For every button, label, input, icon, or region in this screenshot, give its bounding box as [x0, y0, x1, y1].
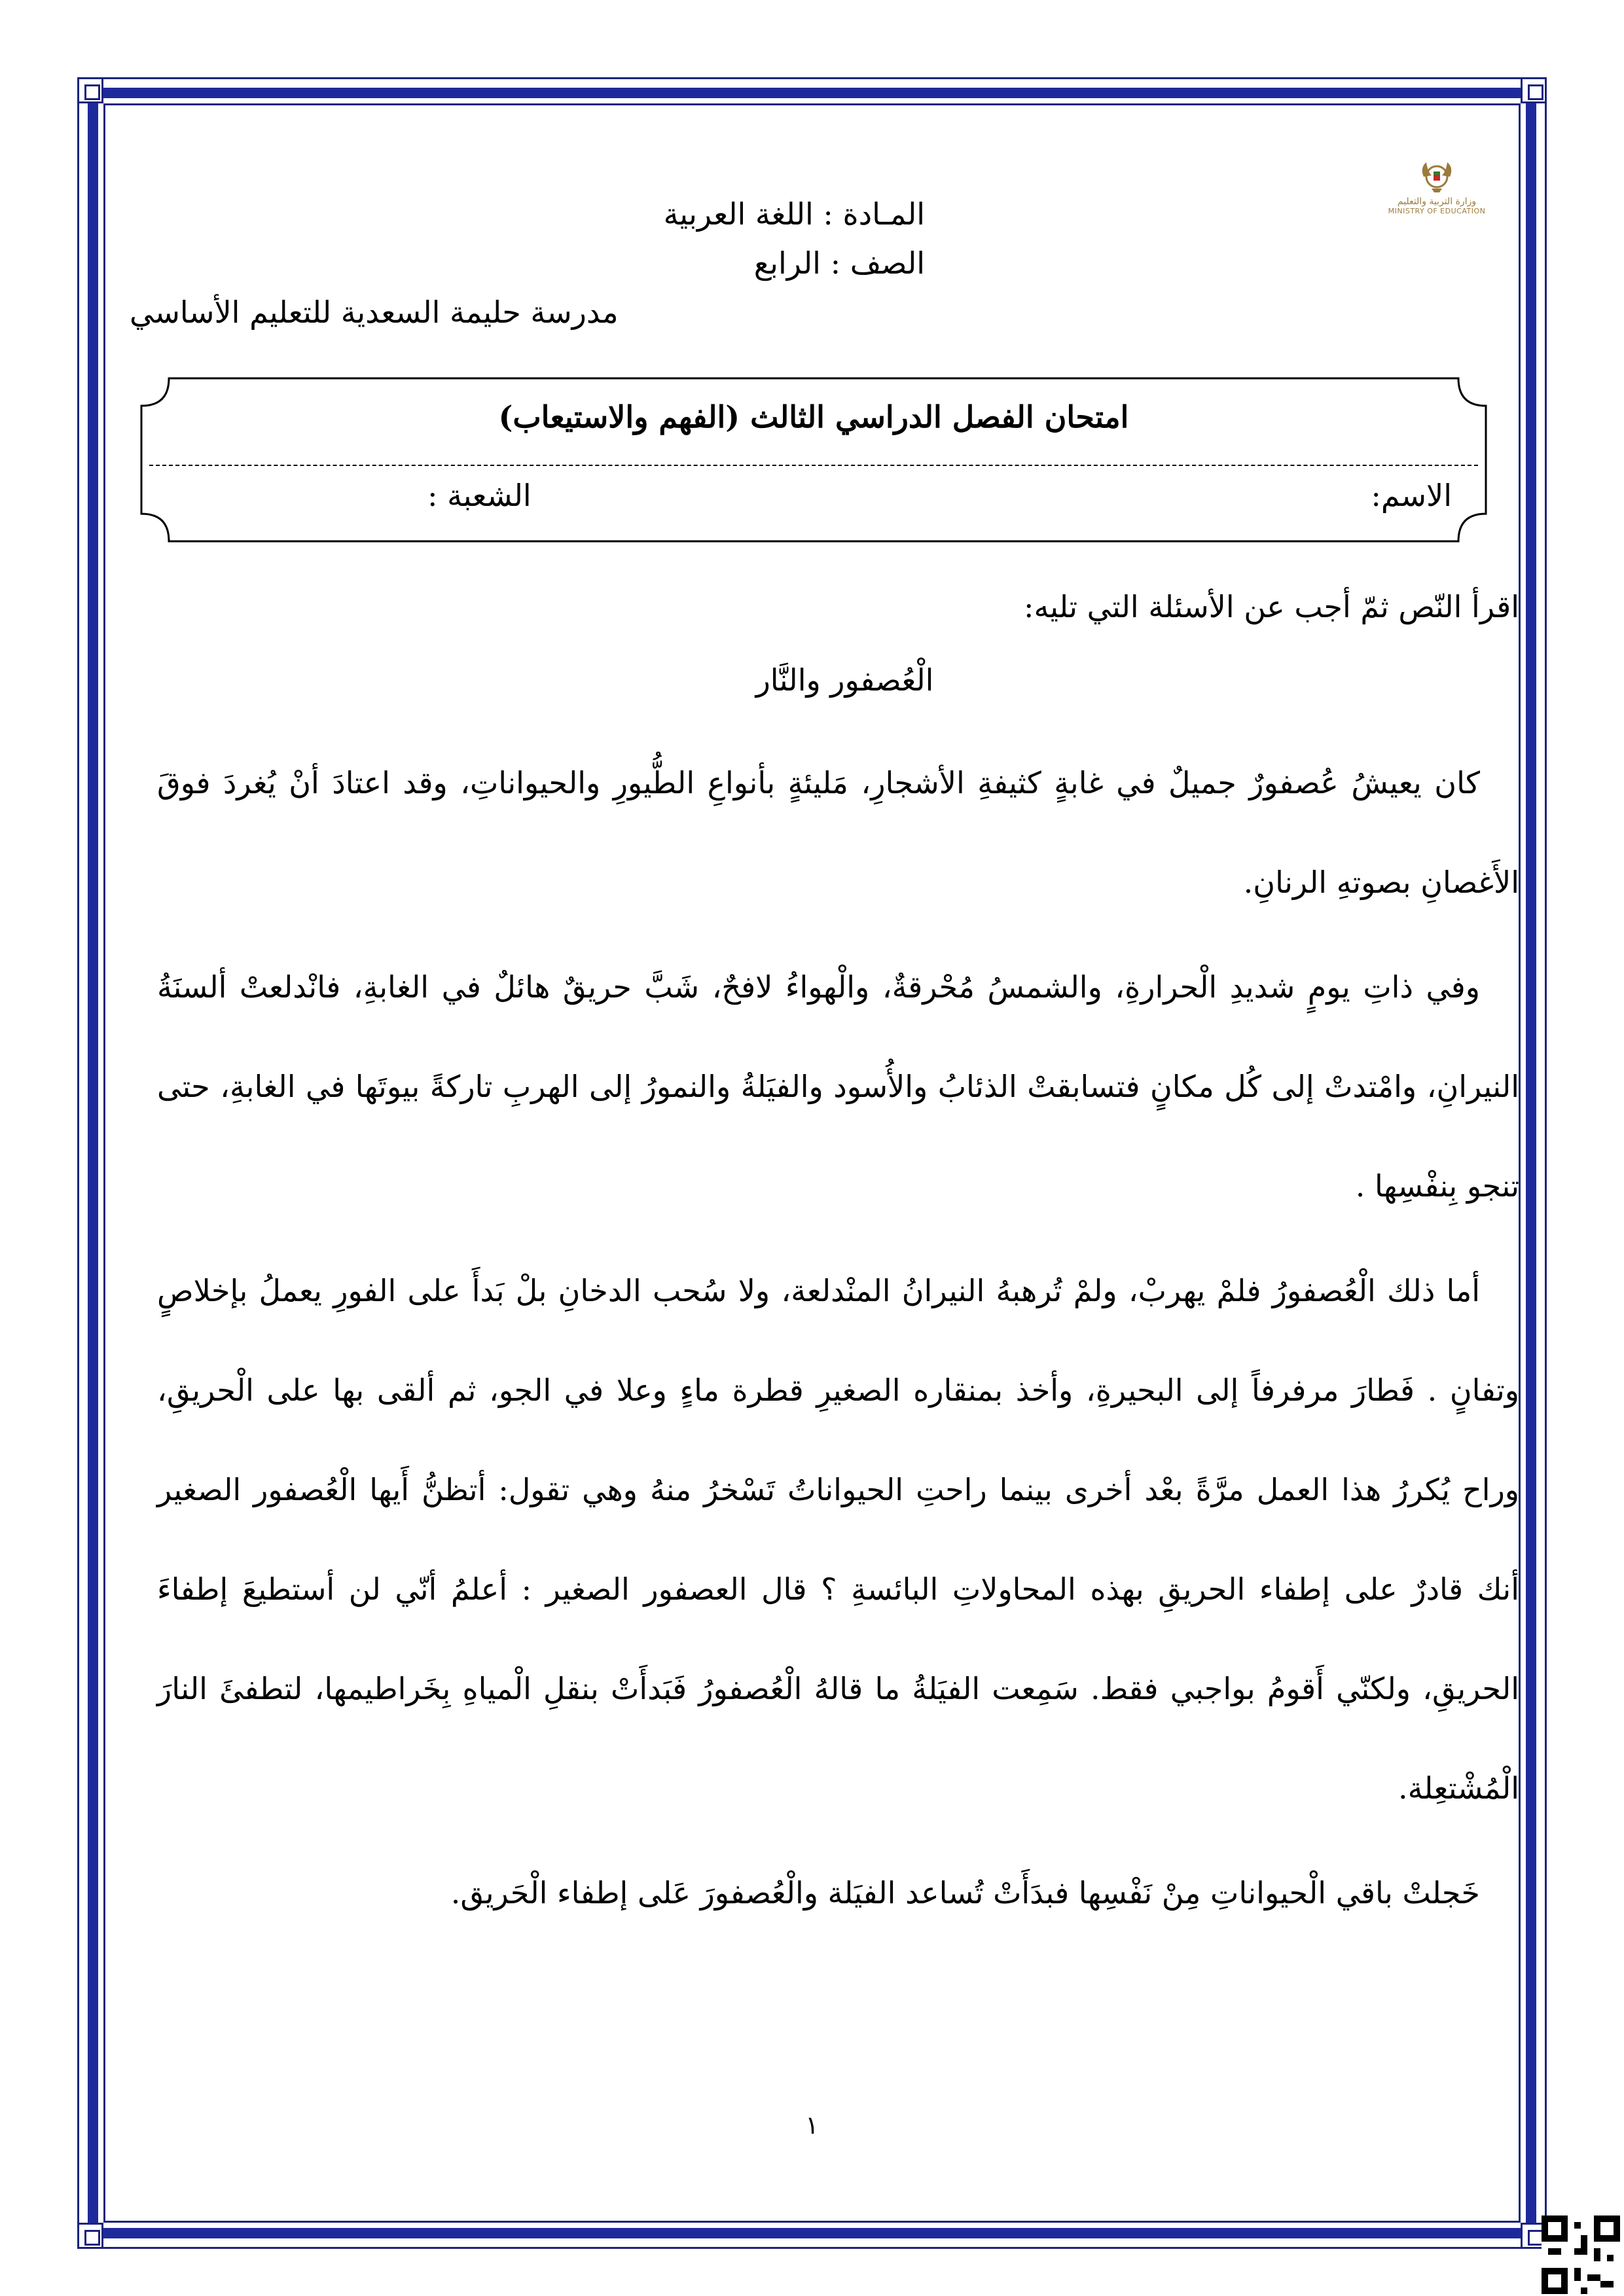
section-label: الشعبة : — [427, 478, 532, 513]
school-name: مدرسة حليمة السعدية للتعليم الأساسي — [130, 295, 619, 330]
frame-corner-bottom-left — [77, 2223, 103, 2249]
story-paragraph: وفي ذاتِ يومٍ شديدِ الْحرارةِ، والشمسُ مُحْرقةٌ، والْهواءُ لافحٌ، شَبَّ حريقٌ هائلٌ في الغابةِ، فانْدلعتْ ألسنَةُ النيرانِ، وامْتدتْ إلى كُل مكانٍ فتسابقتْ الذئابُ والأُسود والفيَلةُ والنمورُ إلى الهربِ تاركةً بيوتَها في الغابةِ، حتى تنجو بِنفْسِها . — [157, 969, 1519, 1204]
logo-text-arabic: وزارة التربية والتعليم — [1397, 196, 1477, 207]
story-text — [157, 733, 1519, 1948]
grade-line: الصف : الرابع — [753, 245, 925, 281]
page-number: ١ — [805, 2111, 819, 2140]
name-label: الاسم: — [1371, 478, 1452, 513]
exam-title: امتحان الفصل الدراسي الثالث (الفهم والاستيعاب) — [498, 399, 1129, 435]
story-title-row — [0, 662, 1624, 698]
emblem-icon — [1417, 157, 1456, 196]
story-paragraph: خَجلتْ باقي الْحيواناتِ مِنْ نَفْسِها فبدَأَتْ تُساعد الفيَلة والْعُصفورَ عَلى إطفاء الْحَريق. — [450, 1875, 1480, 1910]
dashed-divider — [149, 465, 1478, 466]
subject-line: المـادة : اللغة العربية — [663, 196, 925, 232]
frame-corner-top-right — [1521, 77, 1547, 103]
frame-corner-top-left — [77, 77, 103, 103]
instructions: اقرأ النّص ثمّ أجب عن الأسئلة التي تليه: — [1023, 589, 1519, 624]
qr-code-icon — [1542, 2215, 1620, 2294]
story-paragraph: كان يعيشُ عُصفورٌ جميلٌ في غابةٍ كثيفةِ الأشجارِ، مَليئةٍ بأنواعِ الطُّيورِ والحيواناتِ، وقد اعتادَ أنْ يُغردَ فوقَ الأَغصانِ بصوتهِ الرنانِ. — [157, 765, 1519, 900]
exam-title-box — [130, 373, 1498, 547]
story-paragraph: أما ذلك الْعُصفورُ فلمْ يهربْ، ولمْ تُرهبهُ النيرانُ المنْدلعة، ولا سُحب الدخانِ بلْ بَدأَ على الفورِ يعملُ بإخلاصٍ وتفانٍ . فَطارَ مرفرفاً إلى البحيرةِ، وأخذ بمنقاره الصغيرِ قطرة ماءٍ وعلا في الجو، ثم ألقى بها على الْحريقِ، وراح يُكررُ هذا العمل مرَّةً بعْد أخرى بينما راحتِ الحيواناتُ تَسْخرُ منهُ وهي تقول: أتظنُّ أَيها الْعُصفور الصغير أنك قادرٌ على إطفاء الحريقِ بهذه المحاولاتِ البائسةِ ؟ قال العصفور الصغير : أعلمُ أنّي لن أستطيعَ إطفاءَ الحريقِ، ولكنّي أَقومُ بواجبي فقط. سَمِعت الفيَلةُ ما قالهُ الْعُصفورُ فَبَدأَتْ بنقلِ الْمياهِ بِخَراطيمها، لتطفئَ النارَ الْمُشْتعِلة. — [157, 1273, 1519, 1806]
logo-text-english: MINISTRY OF EDUCATION — [1388, 207, 1486, 215]
story-title: الْعُصفور والنَّار — [755, 662, 934, 698]
ministry-logo — [1365, 157, 1509, 229]
